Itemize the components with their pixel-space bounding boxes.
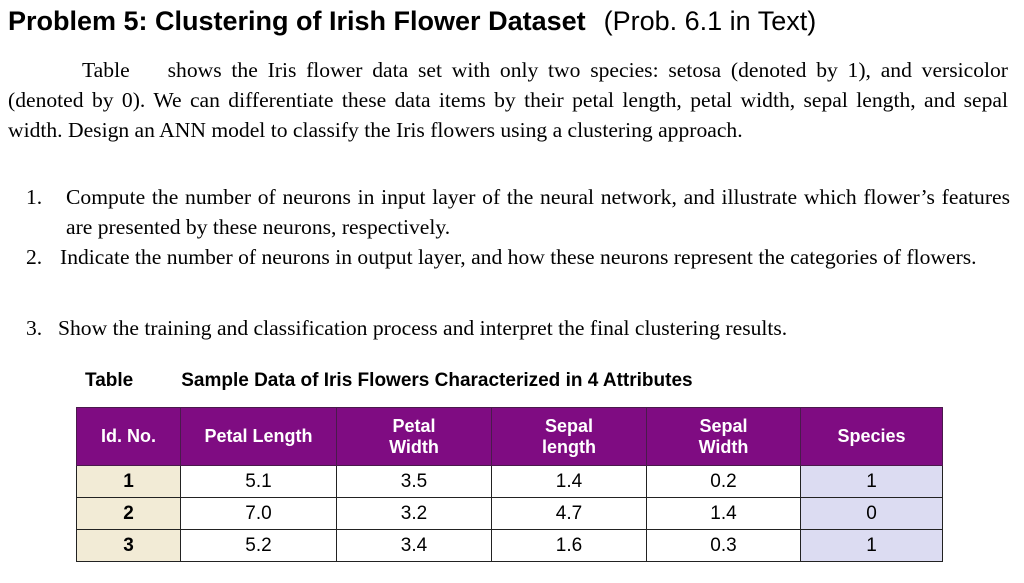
problem-reference: (Prob. 6.1 in Text) (603, 6, 817, 36)
iris-data-table (76, 407, 943, 562)
intro-paragraph (8, 55, 1008, 145)
header-species: Species (801, 408, 943, 466)
cell-species: 1 (801, 466, 943, 498)
cell-id: 1 (77, 466, 181, 498)
cell-sepal-width: 0.2 (647, 466, 801, 498)
question-item-2 (26, 242, 1010, 272)
question-number: 3. (26, 316, 43, 340)
table-row (77, 530, 943, 562)
cell-petal-width: 3.4 (337, 530, 492, 562)
cell-petal-length: 5.1 (181, 466, 337, 498)
question-number: 2. (26, 245, 43, 269)
cell-petal-length: 5.2 (181, 530, 337, 562)
table-header-row (77, 408, 943, 466)
cell-sepal-width: 1.4 (647, 498, 801, 530)
header-id: Id. No. (77, 408, 181, 466)
header-petal-width: Petal Width (337, 408, 492, 466)
question-item-3 (26, 313, 1008, 343)
header-sepal-length: Sepal length (492, 408, 647, 466)
cell-id: 2 (77, 498, 181, 530)
question-item-1 (26, 182, 1010, 242)
table-caption (85, 370, 693, 392)
table-caption-title: Sample Data of Iris Flowers Characterized in 4 Attributes (181, 370, 693, 391)
question-text: Indicate the number of neurons in output layer, and how these neurons represent the categories of flowers. (60, 245, 977, 269)
cell-sepal-length: 4.7 (492, 498, 647, 530)
cell-species: 1 (801, 530, 943, 562)
table-row (77, 466, 943, 498)
question-text: Compute the number of neurons in input layer of the neural network, and illustrate which flower’s features are presented by these neurons, respectively. (66, 185, 1010, 239)
cell-sepal-length: 1.4 (492, 466, 647, 498)
header-sepal-width: Sepal Width (647, 408, 801, 466)
intro-text: shows the Iris flower data set with only two species: setosa (denoted by 1), and versicolor (denoted by 0). We can differentiate these data items by their petal length, petal width, sepal length, and sepal width. Design an ANN model to classify the Iris flowers using a clustering approach. (8, 58, 1008, 142)
cell-id: 3 (77, 530, 181, 562)
cell-petal-length: 7.0 (181, 498, 337, 530)
question-text: Show the training and classification process and interpret the final clustering results. (58, 316, 788, 340)
cell-species: 0 (801, 498, 943, 530)
question-number: 1. (26, 185, 43, 209)
cell-petal-width: 3.5 (337, 466, 492, 498)
cell-sepal-width: 0.3 (647, 530, 801, 562)
problem-heading: Problem 5: Clustering of Irish Flower Dataset (8, 6, 586, 36)
intro-table-word: Table (82, 58, 130, 82)
cell-sepal-length: 1.6 (492, 530, 647, 562)
cell-petal-width: 3.2 (337, 498, 492, 530)
table-row (77, 498, 943, 530)
header-petal-length: Petal Length (181, 408, 337, 466)
problem-title (8, 6, 1018, 37)
table-caption-label: Table (85, 370, 134, 391)
